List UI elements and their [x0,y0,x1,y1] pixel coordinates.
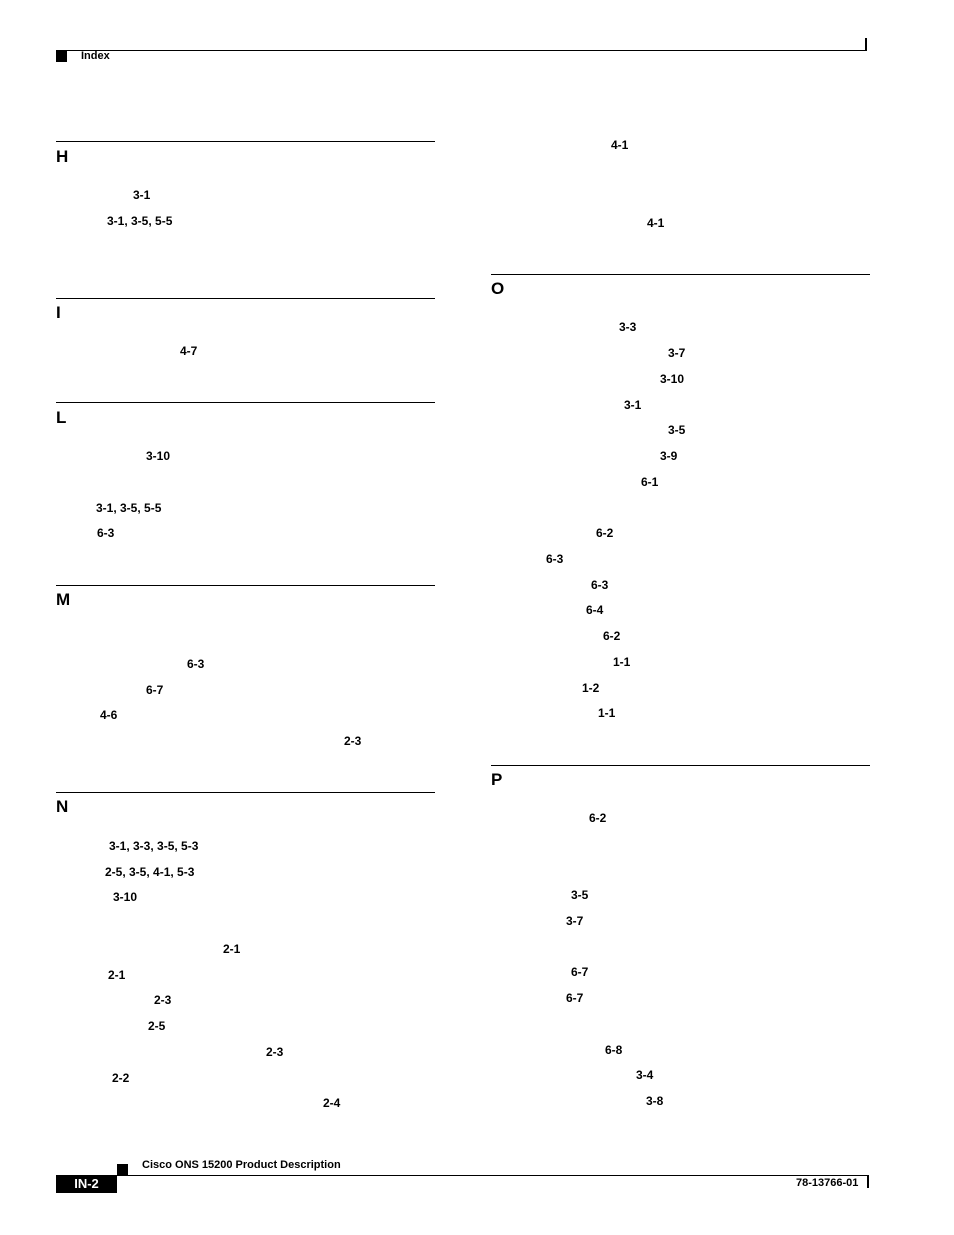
index-entry-ref[interactable]: 4-7 [180,344,198,358]
section-letter-o: O [491,279,505,298]
index-entry-ref[interactable]: 6-1 [641,475,659,489]
index-entry-ref[interactable]: 3-8 [646,1094,664,1108]
index-entry-ref[interactable]: 6-2 [596,526,614,540]
header-section-title: Index [81,50,110,62]
index-entry-ref[interactable]: 6-3 [591,578,609,592]
section-rule-o [491,274,870,275]
index-entry-ref[interactable]: 6-4 [586,603,604,617]
section-letter-m: M [56,590,71,609]
index-entry-ref[interactable]: 3-5 [571,888,589,902]
index-entry-ref[interactable]: 3-3 [619,320,637,334]
section-letter-h: H [56,147,69,166]
index-entry-ref[interactable]: 6-3 [97,526,115,540]
index-entry-ref[interactable]: 3-5 [668,423,686,437]
section-rule-p [491,765,870,766]
section-letter-i: I [56,303,61,322]
index-entry-ref[interactable]: 3-4 [636,1068,654,1082]
index-entry-ref[interactable]: 6-7 [146,683,164,697]
index-entry-ref[interactable]: 2-4 [323,1096,341,1110]
index-entry-ref[interactable]: 2-3 [266,1045,284,1059]
index-entry-ref[interactable]: 2-3 [154,993,172,1007]
footer-page-number: IN-2 [56,1175,117,1193]
index-entry-ref[interactable]: 6-7 [566,991,584,1005]
index-entry-ref[interactable]: 3-10 [146,449,171,463]
index-entry-ref[interactable]: 3-10 [113,890,138,904]
index-entry-ref[interactable]: 2-5 [148,1019,166,1033]
index-entry-ref[interactable]: 2-1 [223,942,241,956]
index-entry-ref[interactable]: 2-5, 3-5, 4-1, 5-3 [105,865,195,879]
index-entry-ref[interactable]: 1-1 [613,655,631,669]
footer-book-title: Cisco ONS 15200 Product Description [142,1159,341,1171]
index-entry-ref[interactable]: 6-2 [589,811,607,825]
index-entry-ref[interactable]: 6-8 [605,1043,623,1057]
footer-doc-number: 78-13766-01 [796,1177,859,1189]
section-rule-i [56,298,435,299]
index-entry-ref[interactable]: 1-1 [598,706,616,720]
section-letter-l: L [56,408,67,427]
index-entry-ref[interactable]: 6-3 [546,552,564,566]
section-rule-n [56,792,435,793]
section-letter-p: P [491,770,503,789]
index-entry-ref[interactable]: 4-1 [611,138,629,152]
index-entry-ref[interactable]: 2-2 [112,1071,130,1085]
section-rule-l [56,402,435,403]
section-rule-m [56,585,435,586]
index-entry-ref[interactable]: 4-1 [647,216,665,230]
index-entry-ref[interactable]: 3-10 [660,372,685,386]
index-entry-ref[interactable]: 1-2 [582,681,600,695]
section-rule-h [56,141,435,142]
footer-tick [867,1175,869,1188]
header-tick [865,38,867,51]
footer-rule [56,1175,868,1176]
footer-marker [117,1164,128,1175]
header-marker [56,51,67,62]
index-entry-ref[interactable]: 4-6 [100,708,118,722]
index-entry-ref[interactable]: 3-7 [566,914,584,928]
index-entry-ref[interactable]: 3-1 [624,398,642,412]
index-entry-ref[interactable]: 2-1 [108,968,126,982]
index-entry-ref[interactable]: 3-1, 3-5, 5-5 [96,501,162,515]
index-entry-ref[interactable]: 3-1, 3-3, 3-5, 5-3 [109,839,199,853]
index-entry-ref[interactable]: 6-7 [571,965,589,979]
index-entry-ref[interactable]: 2-3 [344,734,362,748]
header-rule [56,50,866,51]
section-letter-n: N [56,797,69,816]
index-entry-ref[interactable]: 6-3 [187,657,205,671]
index-entry-ref[interactable]: 6-2 [603,629,621,643]
index-entry-ref[interactable]: 3-1 [133,188,151,202]
index-entry-ref[interactable]: 3-1, 3-5, 5-5 [107,214,173,228]
index-entry-ref[interactable]: 3-7 [668,346,686,360]
index-entry-ref[interactable]: 3-9 [660,449,678,463]
